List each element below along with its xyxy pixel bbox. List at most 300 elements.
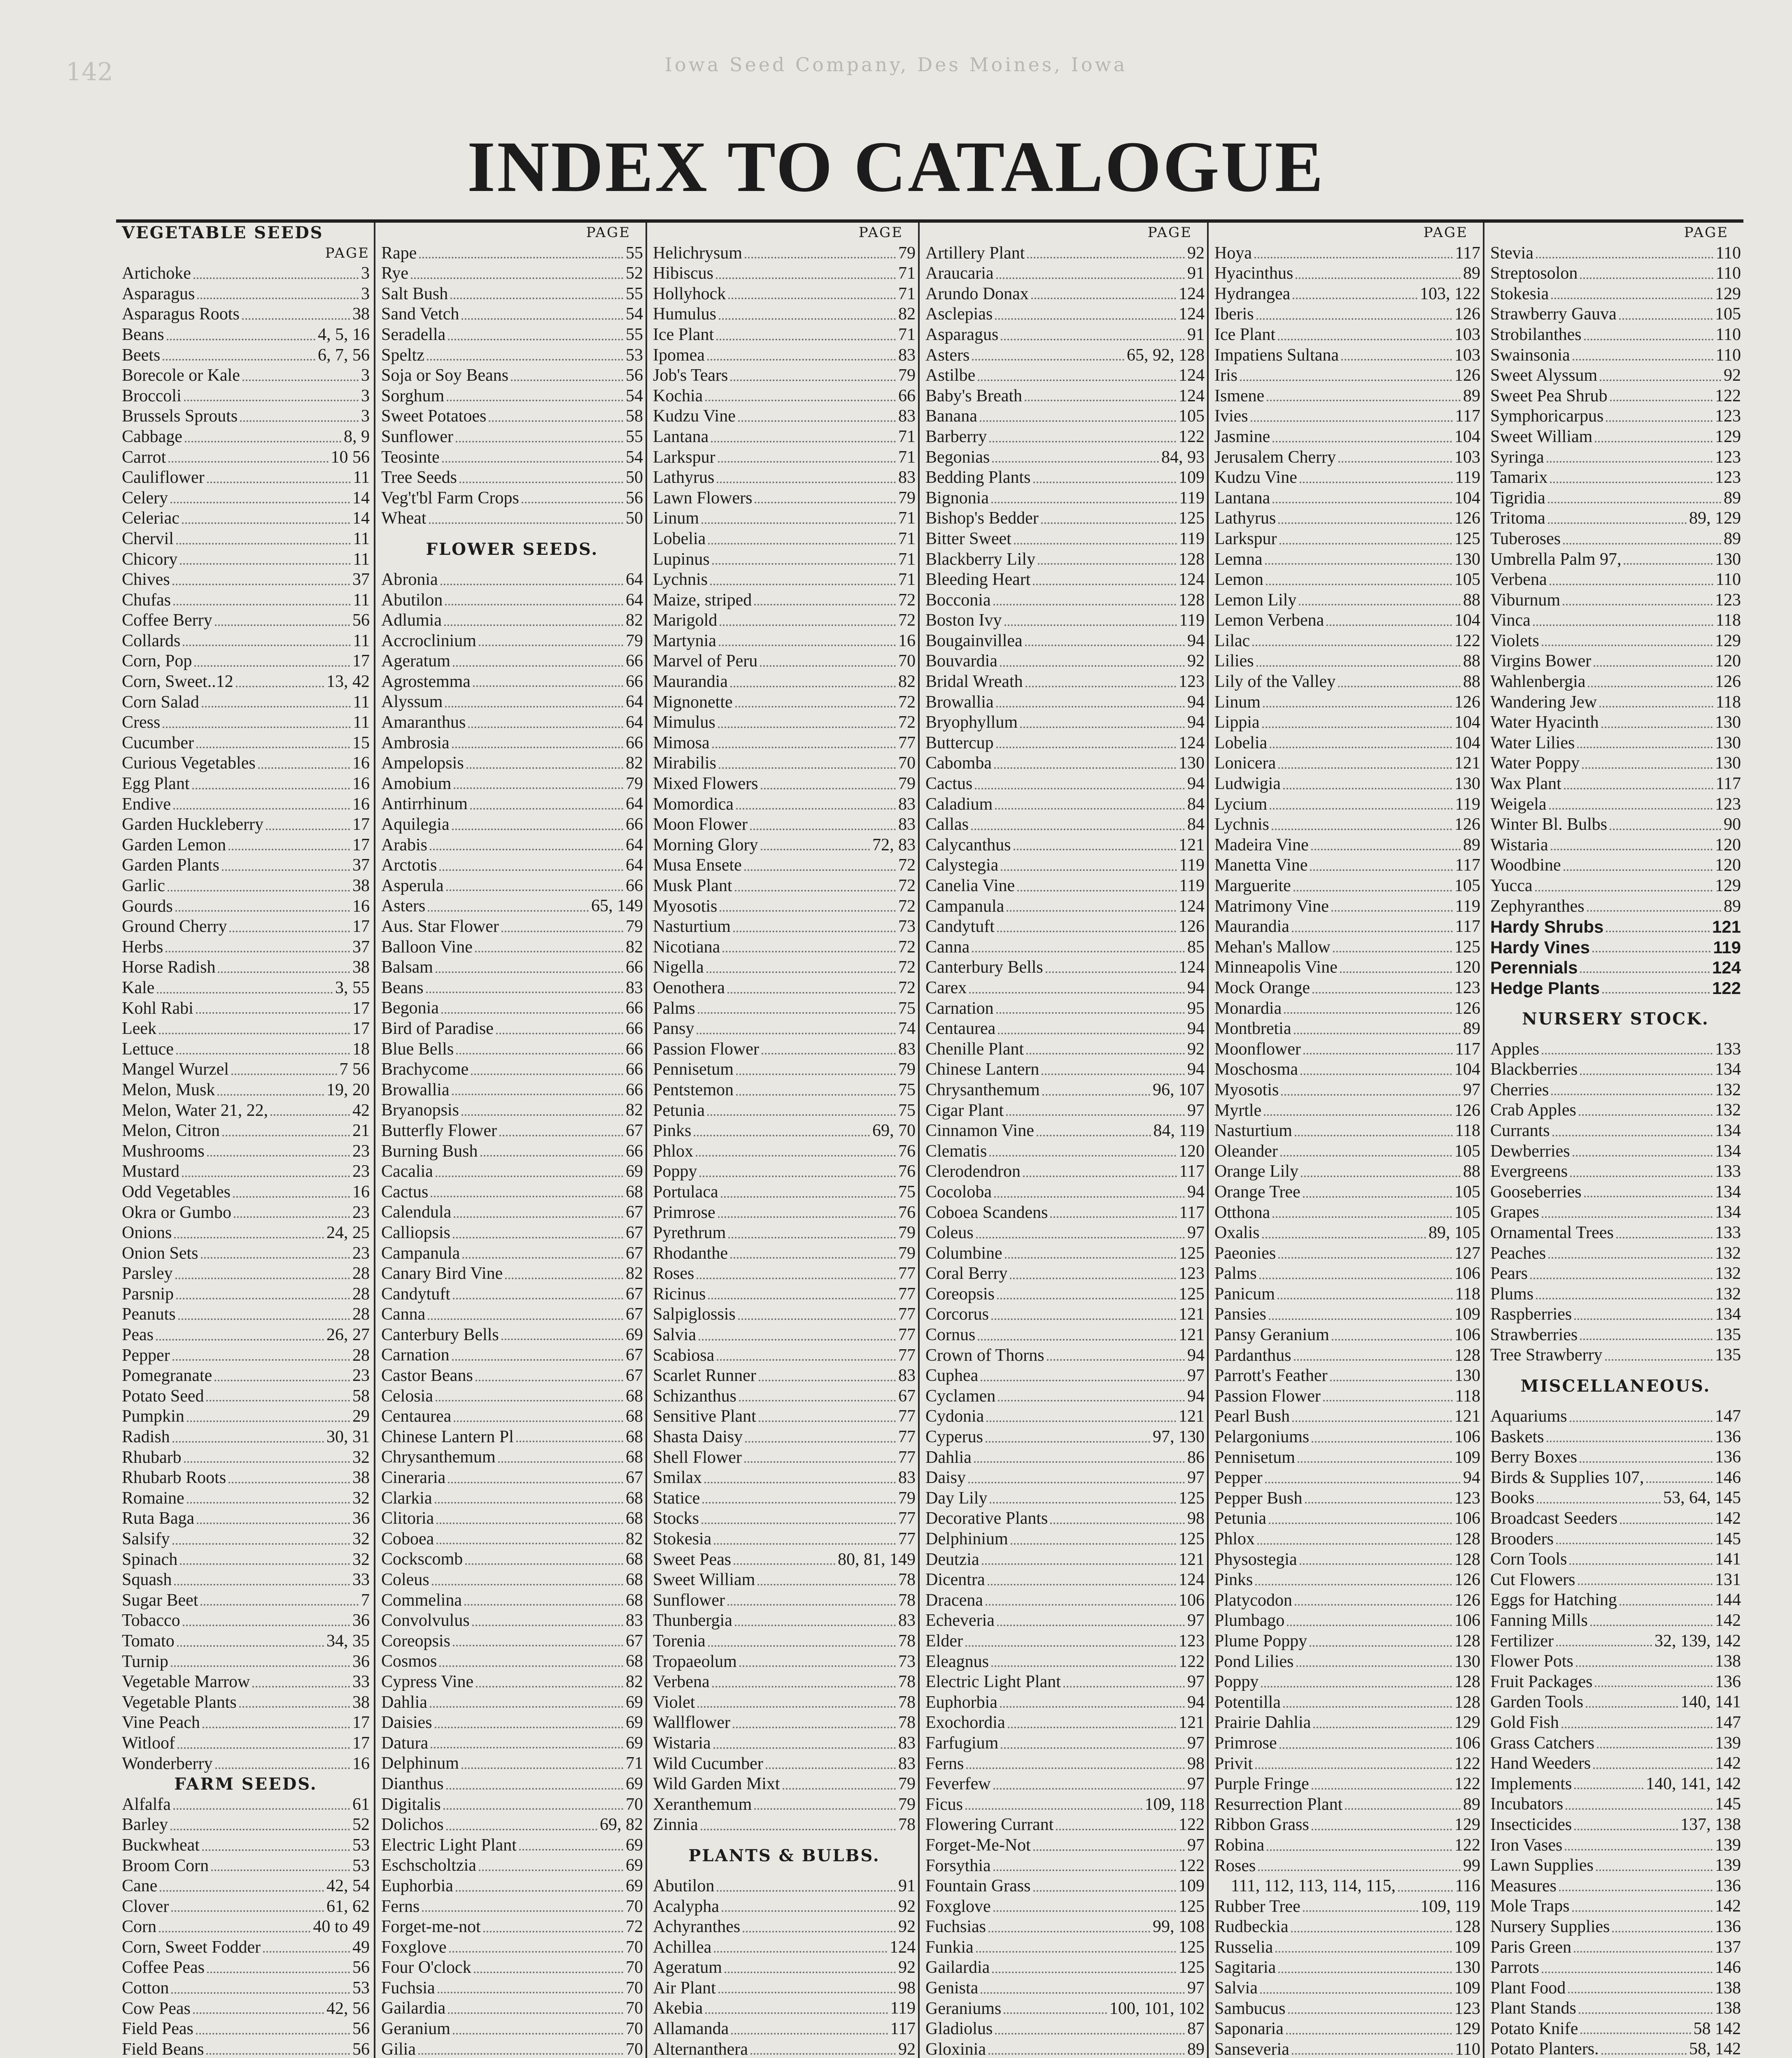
index-entry [1209,876,1484,896]
entry-name: Iberis [1214,305,1254,324]
entry-page: 130 [1179,754,1205,773]
entry-page: 3 [361,366,370,385]
index-entry [920,1897,1209,1917]
entry-name: Canna [381,1305,426,1324]
entry-page: 92 [1187,243,1205,263]
entry-page: 121 [1454,754,1480,773]
index-entry [1209,2019,1484,2039]
entry-page: 11 [353,529,370,548]
index-entry [647,1876,920,1897]
entry-page: 4, 5, 16 [318,325,370,344]
entry-page: 72 [898,590,916,610]
index-entry [647,1325,920,1346]
leader-dots [988,1580,1176,1585]
entry-name: Salt Bush [381,284,448,303]
entry-page: 69 [626,1774,643,1793]
entry-page: 23 [352,1243,370,1263]
index-entry [375,1631,647,1652]
index-entry [647,774,920,794]
leader-dots [1569,1559,1713,1565]
entry-name: Wistaria [1490,835,1548,854]
index-entry [920,1304,1209,1325]
entry-page: 136 [1715,1917,1741,1936]
entry-page: 130 [1715,549,1741,569]
entry-name: Larkspur [653,447,715,467]
entry-page: 105 [1179,407,1205,426]
index-entry [1209,1080,1484,1101]
leader-dots [1312,988,1452,994]
leader-dots [976,1947,1176,1953]
entry-page: 92 [898,2039,916,2058]
entry-page: 128 [1454,1550,1480,1569]
leader-dots [733,927,896,932]
leader-dots [192,784,350,789]
index-entry [375,1141,647,1162]
leader-dots [750,824,896,830]
leader-dots [1294,1029,1461,1034]
entry-name: Fruit Packages [1490,1672,1593,1691]
leader-dots [431,1192,623,1197]
entry-name: Burning Bush [381,1141,478,1161]
index-entry [1484,1753,1745,1774]
index-entry [375,1039,647,1060]
leader-dots [1278,335,1452,340]
entry-page: 92 [898,1897,916,1916]
index-entry [1484,1631,1745,1652]
entry-name: Manetta Vine [1214,856,1308,875]
leader-dots [215,1763,350,1769]
index-entry [1484,406,1745,427]
leader-dots [1008,1723,1176,1728]
entry-page: 121 [1179,1325,1205,1345]
entry-name: Mehan's Mallow [1214,937,1331,957]
index-entry [116,1978,374,1999]
entry-name: Candytuft [925,917,995,936]
leader-dots [762,1049,896,1055]
entry-page: 125 [1179,1958,1205,1977]
entry-page: 130 [1454,549,1480,569]
leader-dots [1283,1702,1452,1708]
entry-name: Four O'clock [381,1958,471,1977]
index-entry [1484,2039,1745,2058]
entry-name: Fountain Grass [925,1876,1031,1896]
index-entry [920,1386,1209,1407]
leader-dots [1294,1355,1452,1361]
entry-name: Cosmos [381,1652,437,1671]
entry-name: Streptosolon [1490,264,1578,283]
entry-page: 50 [626,509,643,528]
index-entry [375,1202,647,1223]
index-entry [1209,733,1484,754]
leader-dots [986,1437,1150,1443]
entry-page: 67 [626,1284,643,1304]
entry-page: 132 [1715,1264,1741,1283]
leader-dots [713,1743,896,1749]
entry-page: 67 [898,1386,916,1406]
entry-page: 98 [898,1978,916,1997]
entry-page: 79 [898,366,916,385]
entry-page: 97, 130 [1153,1427,1205,1447]
entry-name: Speltz [381,345,424,365]
index-entry [116,610,374,631]
leader-dots [981,1376,1185,1381]
leader-dots [1333,947,1452,952]
leader-dots [418,2049,623,2055]
entry-page: 83 [898,815,916,834]
index-entry [647,263,920,284]
entry-page: 71 [898,284,916,303]
index-entry [375,1243,647,1264]
entry-page: 17 [352,917,370,936]
entry-page: 125 [1179,1897,1205,1916]
index-entry [647,1366,920,1386]
index-entry [1484,1162,1745,1182]
index-entry [647,978,920,999]
index-entry [375,1223,647,1243]
leader-dots [1310,1641,1452,1647]
entry-name: Butterfly Flower [381,1121,497,1140]
index-entry [1209,1509,1484,1529]
entry-page: 109 [1454,1979,1480,1998]
entry-name: Sambucus [1214,1999,1286,2018]
entry-name: Crown of Thorns [925,1346,1044,1365]
leader-dots [1535,886,1713,892]
leader-dots [1338,682,1461,687]
entry-page: 94 [1187,774,1205,794]
entry-page: 72 [898,713,916,732]
entry-name: Feverfew [925,1774,991,1794]
entry-name: Petunia [653,1101,705,1120]
index-entry [1209,1039,1484,1060]
leader-dots [470,804,623,810]
leader-dots [1286,2029,1452,2035]
entry-name: Umbrella Palm 97, [1490,549,1622,569]
leader-dots [207,1151,350,1157]
index-entry [647,243,920,264]
index-entry [1209,366,1484,386]
entry-name: Asters [381,896,426,916]
leader-dots [997,1294,1176,1299]
entry-name: Ageratum [381,652,450,671]
entry-page: 119 [1179,876,1205,895]
entry-name: Shasta Daisy [653,1427,743,1447]
index-entry [375,692,647,712]
index-entry [1484,1427,1745,1448]
entry-page: 14 [352,509,370,528]
index-entry [116,1611,374,1631]
leader-dots [1266,580,1452,585]
entry-name: Hardy Vines [1490,937,1590,957]
leader-dots [975,784,1185,789]
entry-page: 58 142 [1693,2019,1741,2038]
leader-dots [712,1682,896,1688]
index-entry [375,1753,647,1774]
index-entry [920,1101,1209,1121]
index-entry [116,774,374,794]
entry-page: 66 [626,1039,643,1059]
entry-page: 28 [352,1305,370,1324]
leader-dots [1014,539,1177,545]
index-entry [647,1509,920,1529]
entry-name: Cyperus [925,1427,983,1447]
entry-page: 123 [1454,1488,1480,1508]
leader-dots [730,375,896,381]
entry-name: Sorghum [381,386,445,405]
leader-dots [1561,1723,1713,1728]
entry-page: 122 [1715,386,1741,405]
entry-name: Lemon [1214,570,1263,589]
entry-name: Achillea [653,1937,712,1957]
index-entry [920,774,1209,794]
leader-dots [708,1294,896,1299]
leader-dots [716,273,896,279]
index-entry [375,917,647,937]
page-column-label: PAGE [325,244,370,261]
entry-name: Celosia [381,1386,433,1406]
entry-name: Begonias [925,447,990,467]
entry-page: 66 [626,672,643,691]
leader-dots [759,1416,896,1422]
leader-dots [452,1090,623,1095]
leader-dots [1278,1253,1452,1259]
index-entry [920,1203,1209,1223]
entry-page: 91 [898,1876,916,1895]
entry-page: 92 [898,1958,916,1977]
entry-name: Alternanthera [653,2039,748,2058]
index-entry [920,1815,1209,1835]
index-entry [116,549,374,570]
index-entry [920,468,1209,488]
entry-page: 69, 82 [600,1815,643,1835]
index-entry [1209,1325,1484,1346]
leader-dots [701,1825,896,1830]
index-entry [1484,794,1745,815]
index-entry [375,1509,647,1529]
entry-page: 77 [898,1305,916,1324]
index-entry [116,1325,374,1346]
leader-dots [453,1641,623,1646]
entry-page: 69, 70 [872,1121,916,1141]
entry-page: 26, 27 [326,1325,370,1345]
entry-page: 17 [352,815,370,834]
entry-page: 78 [898,1590,916,1610]
entry-name: Dracena [925,1590,983,1610]
entry-page: 72 [898,958,916,977]
entry-name: Turnip [122,1652,168,1671]
entry-name: Canary Bird Vine [381,1264,503,1283]
entry-name: Parsley [122,1264,173,1283]
leader-dots [471,1069,623,1075]
index-entry [1484,508,1745,529]
index-entry [920,1917,1209,1937]
entry-name: Cyclamen [925,1386,996,1406]
entry-page: 121 [1712,917,1741,937]
index-column-6 [1483,223,1745,2058]
entry-name: Helichrysum [653,243,742,263]
index-entry [116,1488,374,1509]
index-entry [920,366,1209,386]
entry-name: Calendula [381,1203,452,1222]
entry-name: Bishop's Bedder [925,509,1039,528]
entry-page: 128 [1454,1346,1480,1365]
index-entry [116,1917,374,1937]
entry-name: Stocks [653,1509,699,1528]
index-entry [1209,1304,1484,1325]
entry-page: 53 [626,345,643,365]
entry-page: 142 [1715,1509,1741,1528]
index-entry [647,345,920,366]
leader-dots [1619,314,1713,320]
entry-page: 66 [626,958,643,977]
leader-dots [452,743,623,748]
entry-name: Ice Plant [653,325,714,344]
leader-dots [450,293,623,299]
index-entry [1484,1611,1745,1631]
entry-page: 105 [1454,876,1480,895]
index-entry [375,284,647,305]
index-entry [1484,1141,1745,1162]
leader-dots [1542,1049,1713,1055]
section-heading: PLANTS & BULBS. [688,1846,880,1865]
entry-page: 127 [1454,1243,1480,1263]
leader-dots [1041,518,1176,524]
index-entry [116,1223,374,1243]
index-entry [375,1386,647,1407]
index-entry [116,488,374,509]
index-entry [1484,1100,1745,1121]
entry-page: 42, 56 [326,1999,370,2018]
index-entry [1484,1937,1745,1958]
entry-page: 32 [352,1488,370,1508]
index-entry [920,1141,1209,1162]
entry-name: Borecole or Kale [122,366,240,385]
entry-name: Foxglove [381,1937,447,1957]
entry-name: Forget-Me-Not [925,1835,1031,1855]
entry-name: Rhodanthe [653,1243,728,1263]
entry-name: Tamarix [1490,468,1548,487]
entry-name: Gloxinia [925,2039,986,2058]
leader-dots [475,947,623,952]
index-entry [647,284,920,305]
entry-name: Cucumber [122,733,194,752]
leader-dots [995,2029,1185,2035]
entry-name: Lantana [1214,488,1270,508]
leader-dots [1572,1906,1713,1912]
entry-page: 94 [1187,1019,1205,1038]
entry-page: 72 [898,611,916,630]
index-entry [1484,1121,1745,1141]
entry-page: 82 [898,305,916,324]
entry-page: 56 [626,488,643,508]
index-entry [116,937,374,958]
leader-dots [1042,1090,1150,1096]
entry-name: Electric Light Plant [925,1672,1061,1692]
entry-page: 67 [626,1631,643,1651]
index-entry [1484,549,1745,570]
entry-page: 106 [1179,1590,1205,1610]
entry-page: 66 [626,876,643,895]
index-entry [920,1325,1209,1346]
entry-page: 129 [1454,2019,1480,2039]
index-entry [1484,835,1745,856]
leader-dots [505,1273,623,1279]
entry-name: Genista [925,1979,979,1998]
entry-name: Tuberoses [1490,529,1561,548]
leader-dots [1595,1681,1713,1687]
index-entry [1209,815,1484,835]
leader-dots [1312,1825,1452,1830]
entry-page: 53, 64, 145 [1663,1488,1741,1508]
leader-dots [170,1825,350,1830]
entry-name: Air Plant [653,1978,716,1997]
leader-dots [176,1049,350,1055]
leader-dots [1261,1682,1452,1688]
entry-page: 117 [1179,1162,1205,1181]
entry-page: 89 [1463,835,1480,854]
entry-page: 64 [626,713,643,732]
leader-dots [993,1906,1176,1912]
leader-dots [193,2008,324,2014]
entry-name: Apples [1490,1039,1539,1059]
entry-name: Forget-me-not [381,1917,481,1937]
entry-page: 145 [1715,1795,1741,1814]
index-entry [1484,753,1745,774]
leader-dots [1312,1437,1452,1443]
leader-dots [1265,559,1452,565]
leader-dots [1574,1825,1678,1830]
entry-name: Zephyranthes [1490,896,1585,916]
entry-page: 56 [626,366,643,385]
leader-dots [992,457,1159,463]
index-entry [1209,1692,1484,1713]
entry-name: Buckwheat [122,1835,200,1855]
leader-dots [1547,1436,1713,1442]
entry-name: Beans [381,978,424,997]
index-entry [1484,672,1745,692]
leader-dots [1313,1723,1452,1728]
index-entry [1209,1937,1484,1958]
entry-page: 33 [352,1570,370,1590]
entry-page: 55 [626,427,643,446]
entry-name: Jasmine [1214,427,1270,446]
leader-dots [1600,375,1721,381]
leader-dots [222,1131,350,1136]
index-entry [1209,937,1484,958]
leader-dots [178,1314,350,1320]
entry-page: 89 [1187,2039,1205,2058]
index-entry [920,1223,1209,1243]
leader-dots [196,1008,350,1014]
index-entry [375,794,647,815]
entry-name: Abutilon [381,590,443,610]
index-entry [116,1897,374,1917]
entry-name: Fuchsia [381,1978,435,1997]
leader-dots [207,477,351,483]
entry-page: 92 [1724,366,1741,385]
leader-dots [711,437,896,442]
entry-name: Garden Plants [122,856,219,875]
index-entry [1484,1570,1745,1590]
index-entry [375,386,647,407]
entry-page: 89 [1724,488,1741,508]
leader-dots [173,600,351,605]
entry-name: Stokesia [1490,284,1549,303]
leader-dots [1579,2008,1713,2014]
entry-page: 42 [352,1101,370,1120]
entry-name: Accroclinium [381,631,476,650]
entry-name: Leek [122,1019,156,1038]
entry-page: 119 [1713,937,1741,957]
